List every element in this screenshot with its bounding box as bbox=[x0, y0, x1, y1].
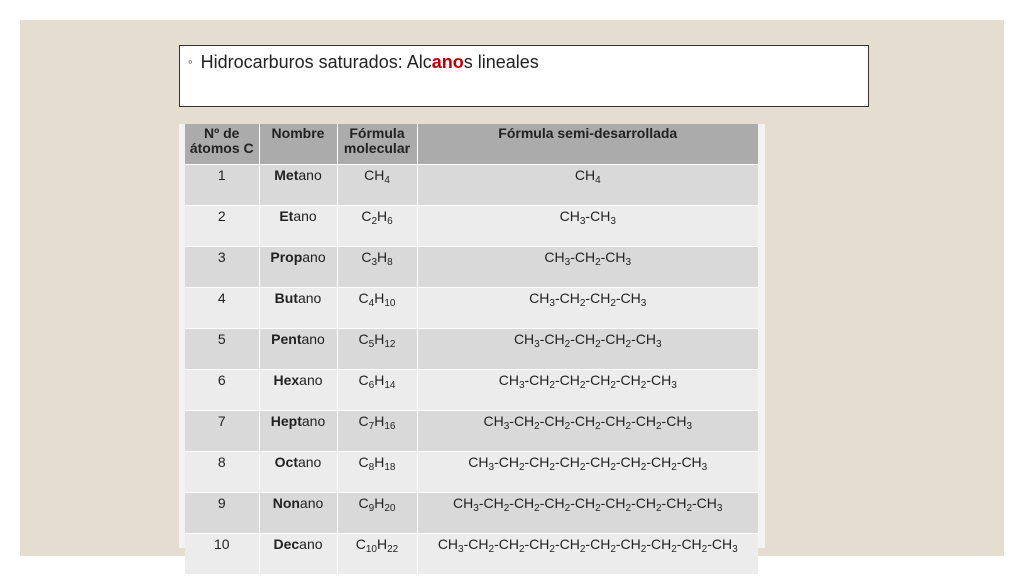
cell-molecular-formula: $C_9H_{20}$ bbox=[337, 493, 417, 534]
cell-semi-developed-formula: $CH_3-CH_2-CH_2-CH_2-CH_2-CH_2-CH_3$ bbox=[417, 411, 758, 452]
table-row bbox=[185, 288, 758, 329]
table-row bbox=[185, 411, 758, 452]
cell-carbon-count: 6 bbox=[185, 370, 259, 411]
cell-semi-developed-formula: $CH_3-CH_2-CH_2-CH_3$ bbox=[417, 288, 758, 329]
name-ending: ano bbox=[299, 372, 323, 388]
cell-carbon-count: 1 bbox=[185, 165, 259, 206]
cell-name bbox=[259, 329, 337, 370]
cell-semi-developed-formula: $CH_4$ bbox=[417, 165, 758, 206]
name-ending: ano bbox=[299, 536, 323, 552]
cell-carbon-count: 5 bbox=[185, 329, 259, 370]
header-semi-developed-formula: Fórmula semi-desarrollada bbox=[417, 124, 758, 165]
cell-molecular-formula: $C_2H_6$ bbox=[337, 206, 417, 247]
header-name: Nombre bbox=[259, 124, 337, 165]
cell-semi-developed-formula: $CH_3-CH_2-CH_2-CH_2-CH_2-CH_2-CH_2-CH_2-CH_3$ bbox=[417, 493, 758, 534]
cell-name bbox=[259, 452, 337, 493]
header-molecular-formula: Fórmula molecular bbox=[337, 124, 417, 165]
cell-carbon-count: 2 bbox=[185, 206, 259, 247]
cell-semi-developed-formula: $CH_3-CH_2-CH_2-CH_2-CH_2-CH_3$ bbox=[417, 370, 758, 411]
name-ending: ano bbox=[293, 208, 317, 224]
table-row bbox=[185, 452, 758, 493]
cell-semi-developed-formula: $CH_3-CH_2-CH_2-CH_2-CH_3$ bbox=[417, 329, 758, 370]
header-carbon-count: Nº de átomos C bbox=[185, 124, 259, 165]
cell-name bbox=[259, 534, 337, 575]
alkanes-table bbox=[185, 124, 758, 574]
title-suffix: s lineales bbox=[463, 52, 539, 72]
name-stem: Non bbox=[272, 495, 300, 511]
name-stem: But bbox=[274, 290, 298, 306]
cell-molecular-formula: $C_3H_8$ bbox=[337, 247, 417, 288]
name-ending: ano bbox=[297, 290, 322, 306]
table-row bbox=[185, 493, 758, 534]
cell-carbon-count: 7 bbox=[185, 411, 259, 452]
name-stem: Met bbox=[274, 167, 299, 183]
name-stem: Dec bbox=[273, 536, 300, 552]
cell-molecular-formula: $C_6H_{14}$ bbox=[337, 370, 417, 411]
name-ending: ano bbox=[298, 167, 322, 183]
table-row bbox=[185, 370, 758, 411]
name-ending: ano bbox=[299, 495, 324, 511]
cell-molecular-formula: $C_4H_{10}$ bbox=[337, 288, 417, 329]
cell-molecular-formula: $C_5H_{12}$ bbox=[337, 329, 417, 370]
table-row bbox=[185, 206, 758, 247]
title-box bbox=[179, 45, 869, 107]
cell-name bbox=[259, 411, 337, 452]
cell-name bbox=[259, 165, 337, 206]
cell-semi-developed-formula: $CH_3-CH_2-CH_2-CH_2-CH_2-CH_2-CH_2-CH_2-CH_2-CH_3$ bbox=[417, 534, 758, 575]
cell-carbon-count: 4 bbox=[185, 288, 259, 329]
name-stem: Oct bbox=[274, 454, 298, 470]
table-row bbox=[185, 329, 758, 370]
table-row bbox=[185, 534, 758, 575]
cell-name bbox=[259, 370, 337, 411]
title-prefix: Hidrocarburos saturados: Alc bbox=[200, 52, 432, 72]
name-stem: Hex bbox=[273, 372, 300, 388]
name-stem: Hept bbox=[270, 413, 302, 429]
name-stem: Pent bbox=[271, 331, 302, 347]
cell-name bbox=[259, 493, 337, 534]
title-line bbox=[188, 52, 539, 73]
table-header-row bbox=[185, 124, 758, 165]
cell-molecular-formula: $C_7H_{16}$ bbox=[337, 411, 417, 452]
cell-carbon-count: 8 bbox=[185, 452, 259, 493]
name-stem: Et bbox=[279, 208, 294, 224]
cell-name bbox=[259, 247, 337, 288]
cell-name bbox=[259, 288, 337, 329]
title-highlight: ano bbox=[431, 52, 464, 72]
cell-semi-developed-formula: $CH_3-CH_2-CH_3$ bbox=[417, 247, 758, 288]
cell-molecular-formula: $C_{10}H_{22}$ bbox=[337, 534, 417, 575]
alkanes-table-container bbox=[179, 124, 765, 555]
table-body bbox=[185, 165, 758, 575]
cell-name bbox=[259, 206, 337, 247]
name-ending: ano bbox=[301, 331, 325, 347]
cell-carbon-count: 3 bbox=[185, 247, 259, 288]
cell-semi-developed-formula: $CH_3-CH_2-CH_2-CH_2-CH_2-CH_2-CH_2-CH_3$ bbox=[417, 452, 758, 493]
name-ending: ano bbox=[301, 413, 326, 429]
name-ending: ano bbox=[302, 249, 326, 265]
cell-molecular-formula: $C_8H_{18}$ bbox=[337, 452, 417, 493]
cell-carbon-count: 10 bbox=[185, 534, 259, 575]
bullet-icon: ◦ bbox=[188, 54, 193, 69]
cell-carbon-count: 9 bbox=[185, 493, 259, 534]
cell-molecular-formula: $CH_4$ bbox=[337, 165, 417, 206]
table-row bbox=[185, 165, 758, 206]
name-ending: ano bbox=[297, 454, 322, 470]
cell-semi-developed-formula: $CH_3-CH_3$ bbox=[417, 206, 758, 247]
table-row bbox=[185, 247, 758, 288]
name-stem: Prop bbox=[270, 249, 303, 265]
